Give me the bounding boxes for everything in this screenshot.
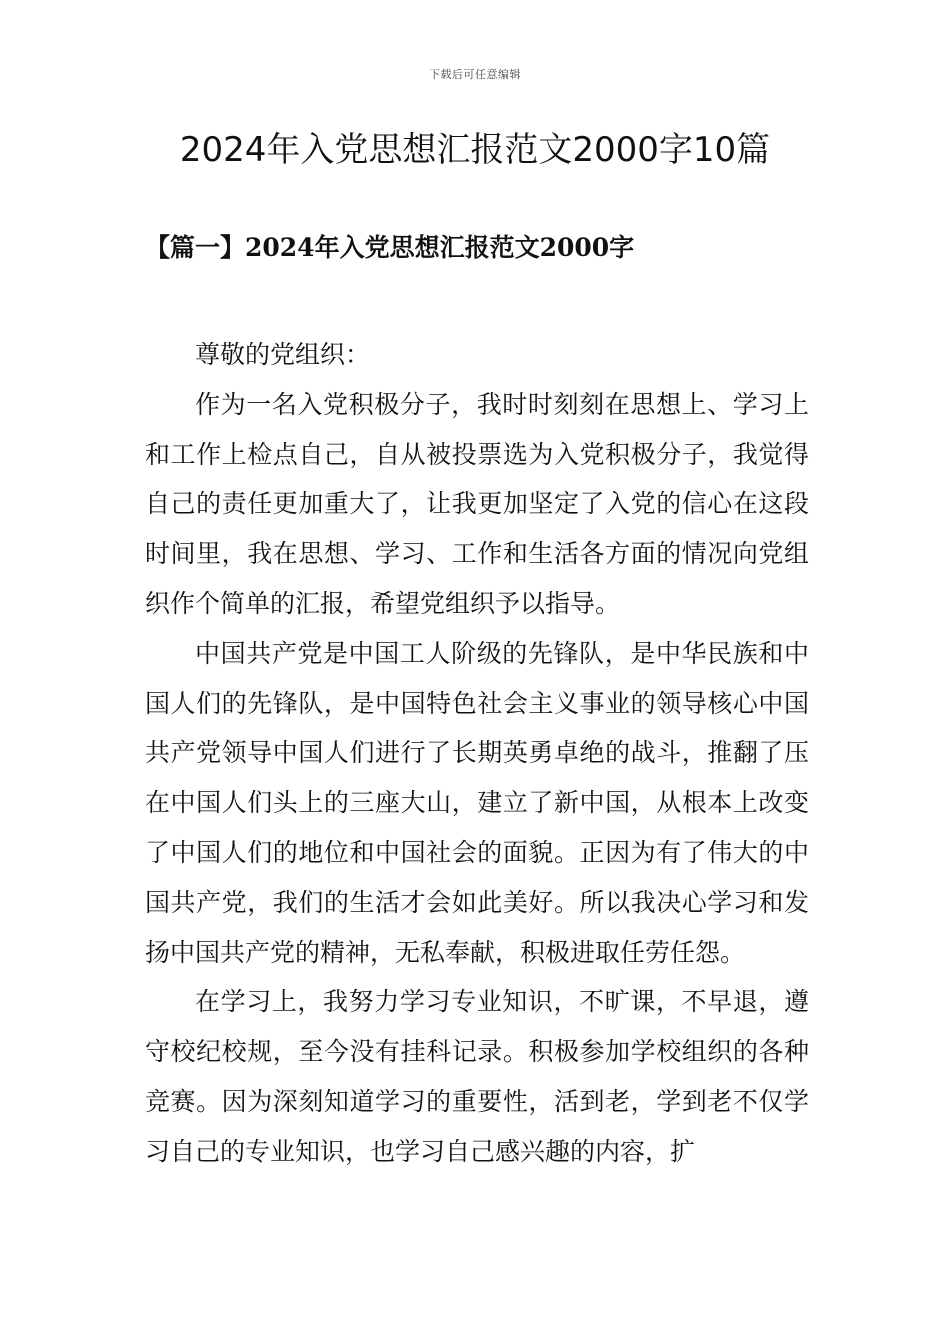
header-note: 下载后可任意编辑 [429, 68, 521, 81]
paragraph-3: 在学习上，我努力学习专业知识，不旷课，不早退，遵守校纪校规，至今没有挂科记录。积极参加学校组织的各种竞赛。因为深刻知道学习的重要性，活到老，学到老不仅学习自己的专业知识，也学习自己感兴趣的内容，扩 [145, 987, 809, 1166]
paragraph-2: 中国共产党是中国工人阶级的先锋队，是中华民族和中国人们的先锋队，是中国特色社会主义事业的领导核心中国共产党领导中国人们进行了长期英勇卓绝的战斗，推翻了压在中国人们头上的三座大山，建立了新中国，从根本上改变了中国人们的地位和中国社会的面貌。正因为有了伟大的中国共产党，我们的生活才会如此美好。所以我决心学习和发扬中国共产党的精神，无私奉献，积极进取任劳任怨。 [145, 638, 809, 967]
document-body [145, 330, 809, 1177]
document-title: 2024年入党思想汇报范文2000字10篇 [179, 130, 771, 170]
paragraph-1: 作为一名入党积极分子，我时时刻刻在思想上、学习上和工作上检点自己，自从被投票选为入党积极分子，我觉得自己的责任更加重大了，让我更加坚定了入党的信心在这段时间里，我在思想、学习、工作和生活各方面的情况向党组织作个简单的汇报，希望党组织予以指导。 [145, 389, 809, 618]
salutation: 尊敬的党组织： [195, 340, 371, 369]
section-heading: 【篇一】2024年入党思想汇报范文2000字 [145, 233, 635, 262]
